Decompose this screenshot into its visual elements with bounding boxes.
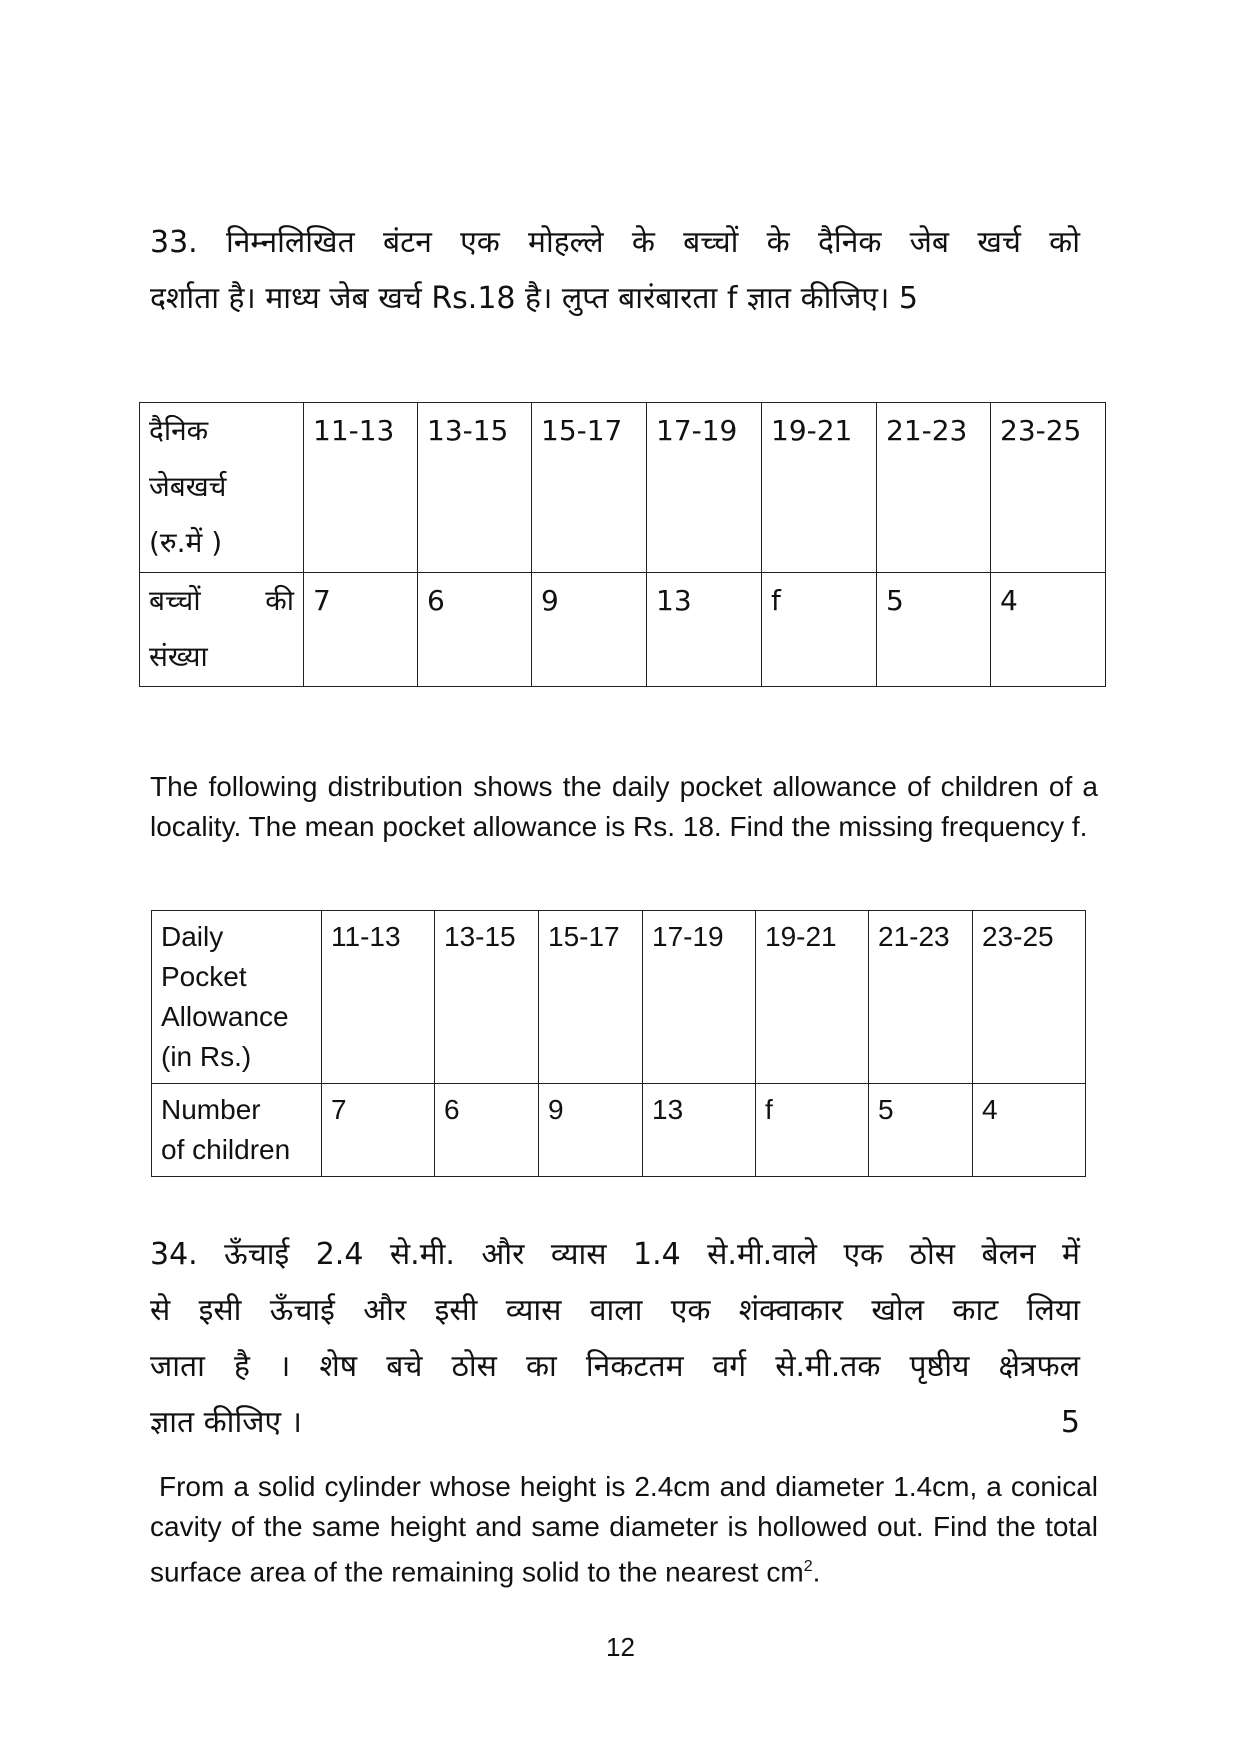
frequency-cell: 4 — [973, 1084, 1086, 1177]
hindi-row1-label — [140, 403, 304, 573]
interval-cell: 19-21 — [762, 403, 877, 573]
frequency-cell: 7 — [322, 1084, 435, 1177]
english-row2-label — [152, 1084, 322, 1177]
frequency-cell: 7 — [304, 573, 418, 687]
label-line: संख्या — [149, 640, 208, 673]
q33-english-text: The following distribution shows the daily pocket allowance of children of a locality. The mean pocket allowance is Rs. 18. Find the missing frequency f. — [150, 771, 1098, 842]
interval-cell: 15-17 — [532, 403, 647, 573]
q34-hindi-line-2: से इसी ऊँचाई और इसी व्यास वाला एक शंक्वाकार खोल काट लिया — [150, 1293, 1080, 1328]
interval-cell: 17-19 — [647, 403, 762, 573]
interval-cell: 11-13 — [322, 911, 435, 1084]
label-line: बच्चों की — [149, 584, 294, 617]
q34-english-text — [150, 1467, 1098, 1592]
frequency-cell: 9 — [539, 1084, 643, 1177]
hindi-frequency-row — [140, 573, 1106, 687]
hindi-interval-row — [140, 403, 1106, 573]
english-interval-row — [152, 911, 1086, 1084]
q34-english-superscript: 2 — [803, 1558, 813, 1575]
q34-english-period: . — [812, 1556, 821, 1588]
interval-cell: 23-25 — [973, 911, 1086, 1084]
q33-english-table — [151, 910, 1086, 1177]
label-line: (रु.में ) — [149, 526, 223, 559]
frequency-cell: 9 — [532, 573, 647, 687]
interval-cell: 11-13 — [304, 403, 418, 573]
interval-cell: 21-23 — [877, 403, 991, 573]
interval-cell: 15-17 — [539, 911, 643, 1084]
q33-hindi-table — [139, 402, 1106, 687]
english-row1-label — [152, 911, 322, 1084]
label-line: Number — [161, 1094, 261, 1125]
frequency-cell: 4 — [991, 573, 1106, 687]
frequency-cell: 13 — [643, 1084, 756, 1177]
frequency-cell: 13 — [647, 573, 762, 687]
label-line: जेबखर्च — [149, 470, 227, 503]
q34-hindi-last-text: ज्ञात कीजिए । — [150, 1405, 302, 1440]
q33-hindi-text — [150, 215, 1080, 327]
label-line: Pocket — [161, 961, 247, 992]
frequency-cell: f — [762, 573, 877, 687]
frequency-cell: 5 — [877, 573, 991, 687]
q33-hindi-line-2: दर्शाता है। माध्य जेब खर्च Rs.18 है। लुप्त बारंबारता f ज्ञात कीजिए। 5 — [150, 281, 918, 316]
q34-hindi-line-1: 34. ऊँचाई 2.4 से.मी. और व्यास 1.4 से.मी.वाले एक ठोस बेलन में — [150, 1237, 1080, 1272]
interval-cell: 23-25 — [991, 403, 1106, 573]
q34-hindi-line-3: जाता है । शेष बचे ठोस का निकटतम वर्ग से.मी.तक पृष्ठीय क्षेत्रफल — [150, 1349, 1080, 1384]
hindi-row2-label — [140, 573, 304, 687]
label-line: Allowance — [161, 1001, 289, 1032]
label-line: (in Rs.) — [161, 1041, 252, 1072]
q33-hindi-line-1: 33. निम्नलिखित बंटन एक मोहल्ले के बच्चों के दैनिक जेब खर्च को — [150, 225, 1080, 260]
q34-marks: 5 — [1060, 1405, 1080, 1440]
q34-hindi-text — [150, 1227, 1080, 1451]
page-number: 12 — [606, 1632, 635, 1662]
label-line: Daily — [161, 921, 224, 952]
interval-cell: 17-19 — [643, 911, 756, 1084]
interval-cell: 13-15 — [435, 911, 539, 1084]
label-line: of children — [161, 1134, 291, 1165]
q34-english-body: From a solid cylinder whose height is 2.4cm and diameter 1.4cm, a conical cavity of the same height and same diameter is hollowed out. Find the total surface area of the remaining solid to the nearest cm — [150, 1471, 1098, 1588]
frequency-cell: f — [756, 1084, 869, 1177]
frequency-cell: 5 — [869, 1084, 973, 1177]
interval-cell: 21-23 — [869, 911, 973, 1084]
interval-cell: 19-21 — [756, 911, 869, 1084]
interval-cell: 13-15 — [418, 403, 532, 573]
q34-hindi-line-4 — [150, 1395, 1080, 1451]
frequency-cell: 6 — [435, 1084, 539, 1177]
frequency-cell: 6 — [418, 573, 532, 687]
english-frequency-row — [152, 1084, 1086, 1177]
label-line: दैनिक — [149, 414, 209, 447]
